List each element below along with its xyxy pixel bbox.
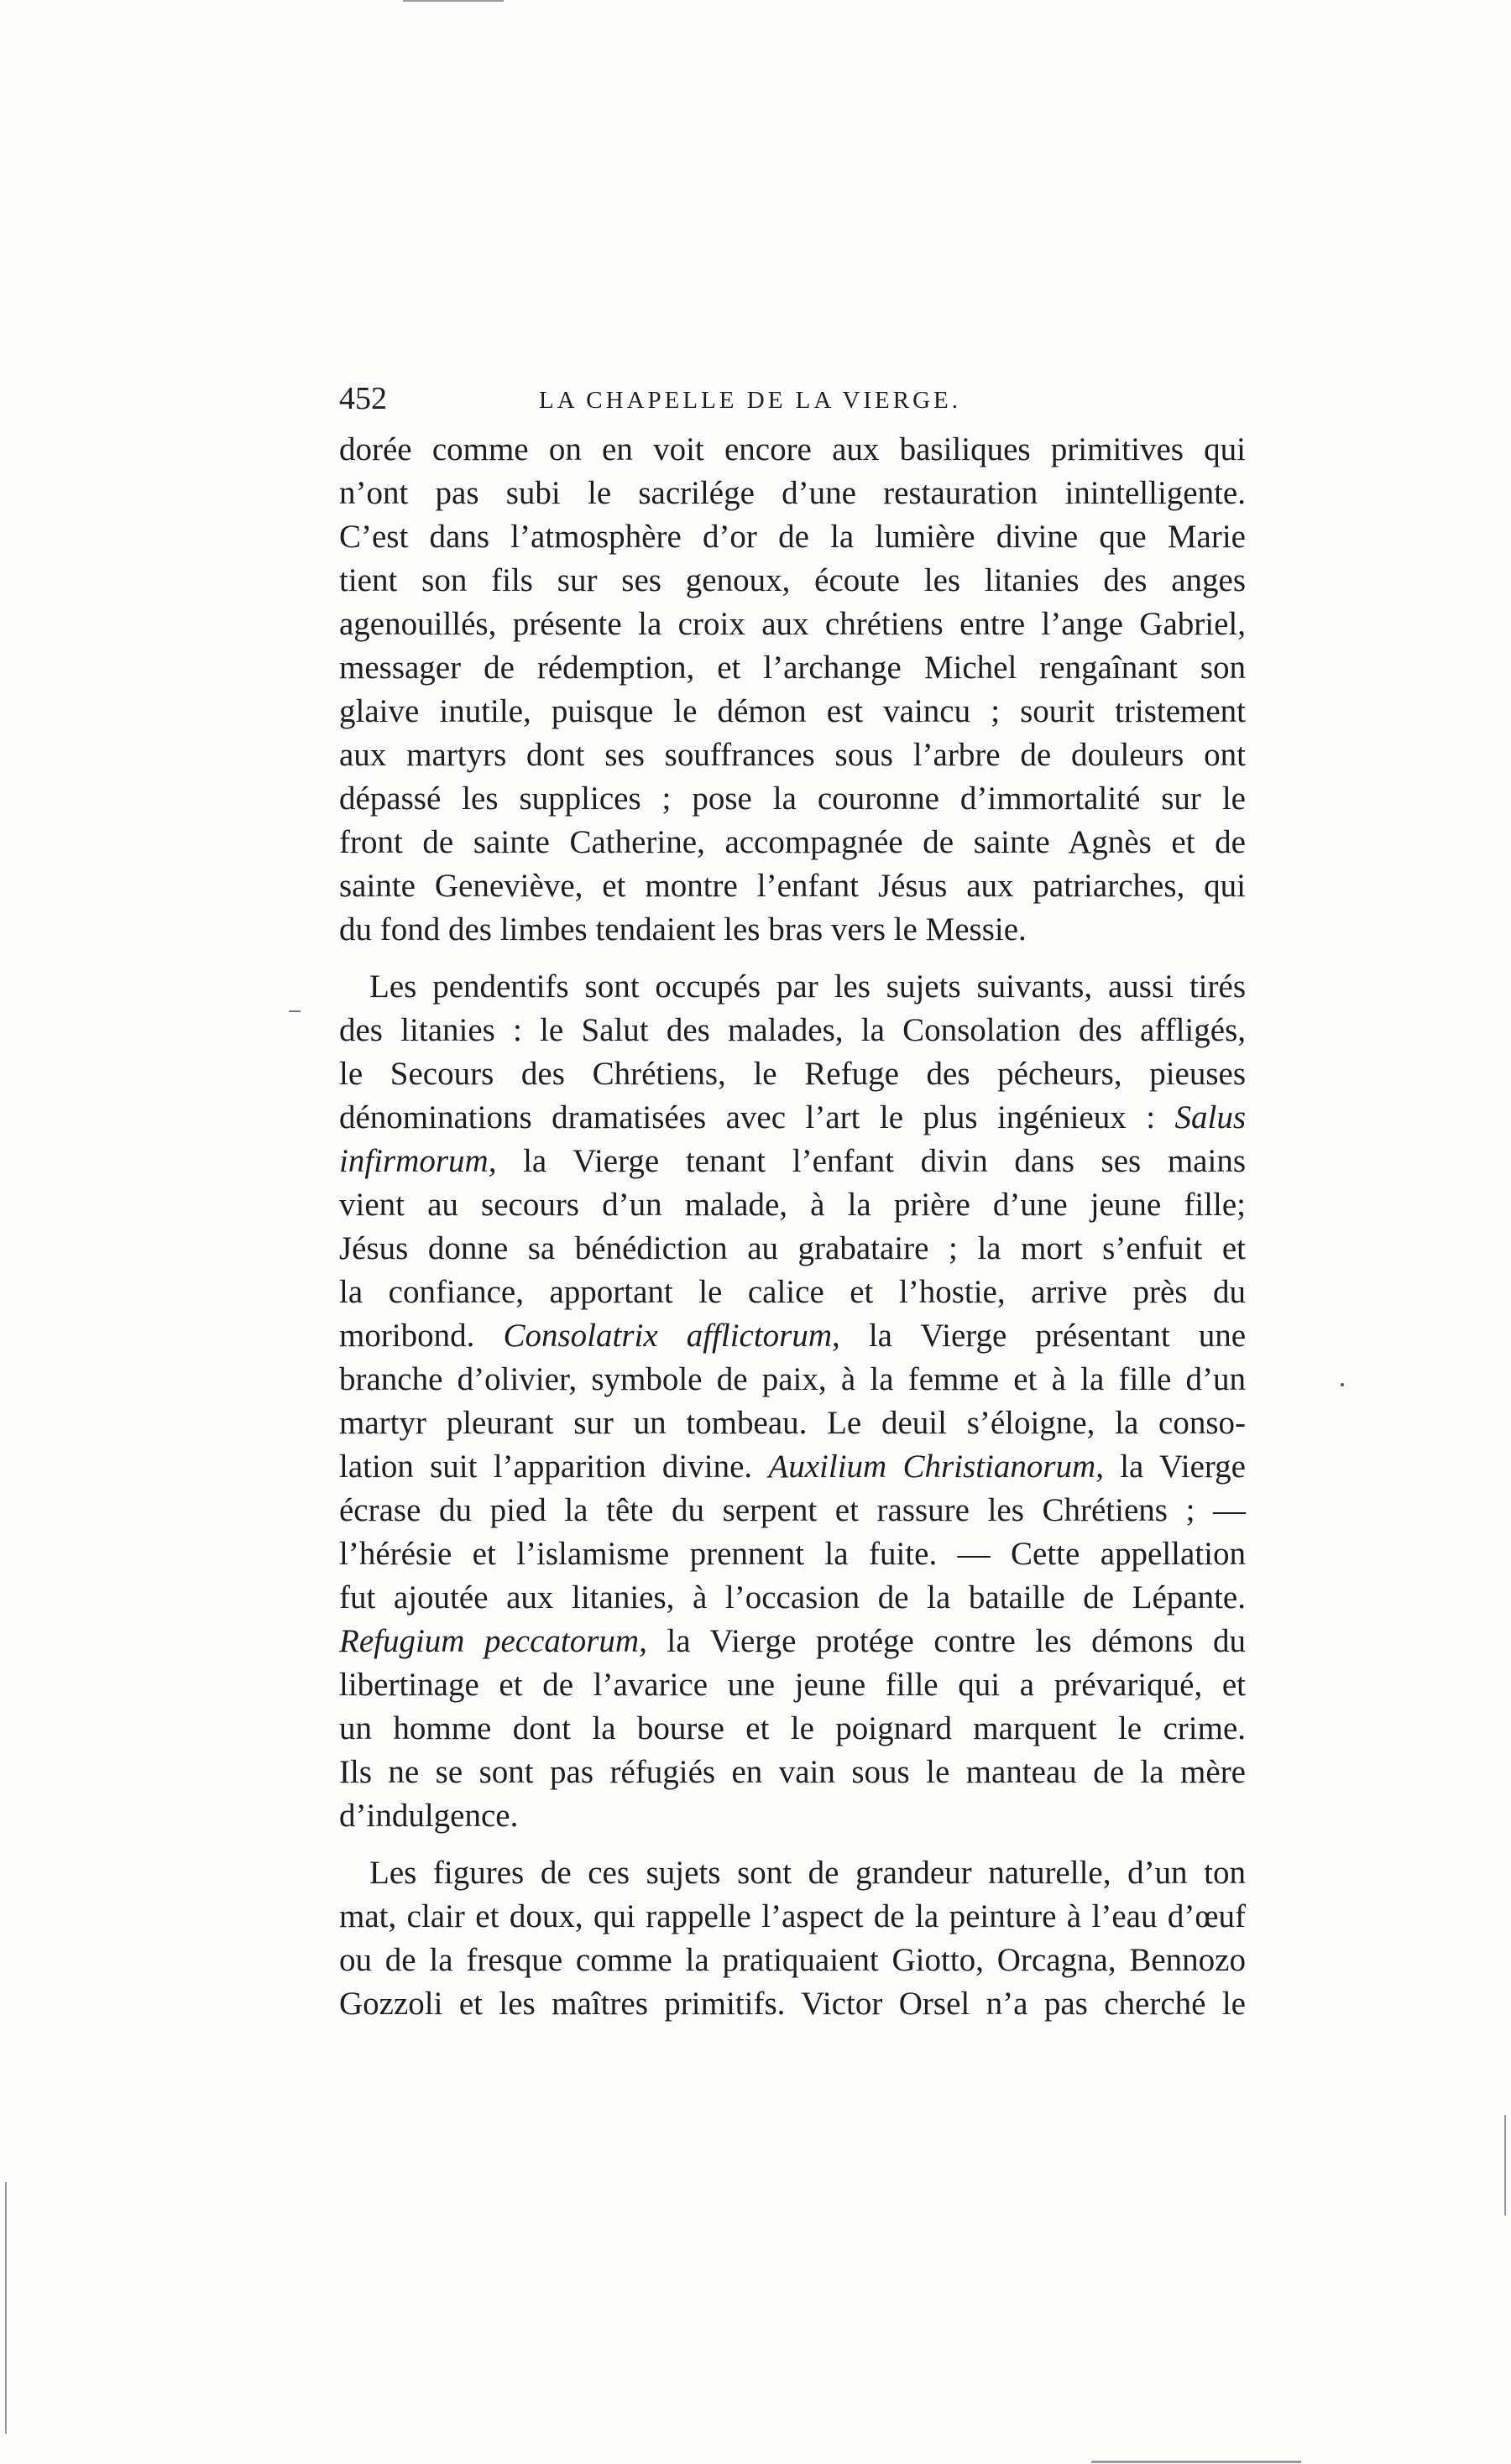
text-line: Jésus donne sa bénédiction au grabataire ; la mort s’enfuit et — [339, 1230, 1246, 1266]
latin-term: Consolatrix afflictorum — [503, 1318, 833, 1354]
text-line: sainte Geneviève, et montre l’enfant Jésus aux patriarches, qui — [339, 868, 1246, 904]
text-line: écrase du pied la tête du serpent et rassure les Chrétiens ; — — [339, 1492, 1246, 1528]
text-run: la Vierge — [1120, 1449, 1246, 1485]
text-line: branche d’olivier, symbole de paix, à la femme et à la fille d’un — [339, 1361, 1246, 1397]
text-line: n’ont pas subi le sacrilége d’une restauration inintelligente. — [339, 475, 1246, 511]
text-line: Ils ne se sont pas réfugiés en vain sous le manteau de la mère — [339, 1754, 1246, 1790]
latin-term: Auxilium Christianorum, — [768, 1449, 1104, 1485]
margin-dot — [1341, 1383, 1344, 1386]
text-line — [339, 1140, 1246, 1183]
text-run: dénominations dramatisées avec l’art le plus ingénieux : — [339, 1099, 1156, 1135]
text-line: agenouillés, présente la croix aux chrétiens entre l’ange Gabriel, — [339, 606, 1246, 642]
text-line: C’est dans l’atmosphère d’or de la lumière divine que Marie — [339, 519, 1246, 555]
text-run: moribond. — [339, 1318, 475, 1354]
text-line: messager de rédemption, et l’archange Michel rengaînant son — [339, 650, 1246, 686]
text-line: Les pendentifs sont occupés par les sujets suivants, aussi tirés — [369, 968, 1246, 1005]
text-line: mat, clair et doux, qui rappelle l’aspect de la peinture à l’eau d’œuf — [339, 1898, 1246, 1934]
text-line: des litanies : le Salut des malades, la Consolation des affligés, — [339, 1012, 1246, 1048]
text-line: fut ajoutée aux litanies, à l’occasion de la bataille de Lépante. — [339, 1579, 1246, 1616]
text-line: un homme dont la bourse et le poignard marquent le crime. — [339, 1710, 1246, 1746]
text-line — [339, 1445, 1246, 1489]
scan-edge-bottom — [1091, 2461, 1301, 2463]
text-line: libertinage et de l’avarice une jeune fille qui a prévariqué, et — [339, 1667, 1246, 1703]
text-line: Les figures de ces sujets sont de grandeur naturelle, d’un ton — [369, 1855, 1246, 1891]
paragraph-2 — [339, 965, 1246, 1838]
paragraph-3 — [339, 1851, 1246, 2026]
text-line: la confiance, apportant le calice et l’hostie, arrive près du — [339, 1274, 1246, 1310]
latin-term: Refugium peccatorum, — [339, 1623, 647, 1659]
running-title: LA CHAPELLE DE LA VIERGE. — [539, 387, 962, 414]
text-line: aux martyrs dont ses souffrances sous l’arbre de douleurs ont — [339, 737, 1246, 773]
text-run: lation suit l’apparition divine. — [339, 1449, 753, 1485]
latin-term: Salus — [1174, 1099, 1246, 1135]
text-line: front de sainte Catherine, accompagnée de sainte Agnès et de — [339, 824, 1246, 860]
scan-edge-right — [1504, 2115, 1506, 2216]
paragraph-1 — [339, 428, 1246, 952]
text-line: vient au secours d’un malade, à la prière d’une jeune fille; — [339, 1187, 1246, 1223]
text-line: l’hérésie et l’islamisme prennent la fuite. — Cette appellation — [339, 1536, 1246, 1572]
text-line: dépassé les supplices ; pose la couronne d’immortalité sur le — [339, 780, 1246, 817]
scan-edge-left — [5, 2182, 7, 2434]
text-line: dorée comme on en voit encore aux basiliques primitives qui — [339, 431, 1246, 467]
scan-edge-top — [403, 0, 504, 2]
text-line: ou de la fresque comme la pratiquaient Giotto, Orcagna, Bennozo — [339, 1942, 1246, 1978]
body-text — [339, 428, 1246, 2026]
text-line: Gozzoli et les maîtres primitifs. Victor Orsel n’a pas cherché le — [339, 1986, 1246, 2022]
text-line: tient son fils sur ses genoux, écoute les litanies des anges — [339, 562, 1246, 598]
text-line: du fond des limbes tendaient les bras vers le Messie. — [339, 911, 1027, 947]
text-run: la Vierge protége contre les démons du — [667, 1623, 1246, 1659]
text-line — [339, 1620, 1246, 1663]
margin-mark — [289, 1010, 301, 1012]
page-number: 452 — [339, 381, 387, 416]
text-line — [339, 1096, 1246, 1140]
text-run: , la Vierge présentant une — [832, 1318, 1247, 1354]
text-line: d’indulgence. — [339, 1798, 519, 1834]
text-line: glaive inutile, puisque le démon est vaincu ; sourit tristement — [339, 693, 1246, 729]
running-head — [339, 378, 1246, 420]
text-line: martyr pleurant sur un tombeau. Le deuil s’éloigne, la conso- — [339, 1405, 1246, 1441]
text-line — [339, 1314, 1246, 1358]
text-run: la Vierge tenant l’enfant divin dans ses mains — [523, 1143, 1246, 1179]
latin-term: infirmorum, — [339, 1143, 497, 1179]
text-line: le Secours des Chrétiens, le Refuge des pécheurs, pieuses — [339, 1056, 1246, 1092]
